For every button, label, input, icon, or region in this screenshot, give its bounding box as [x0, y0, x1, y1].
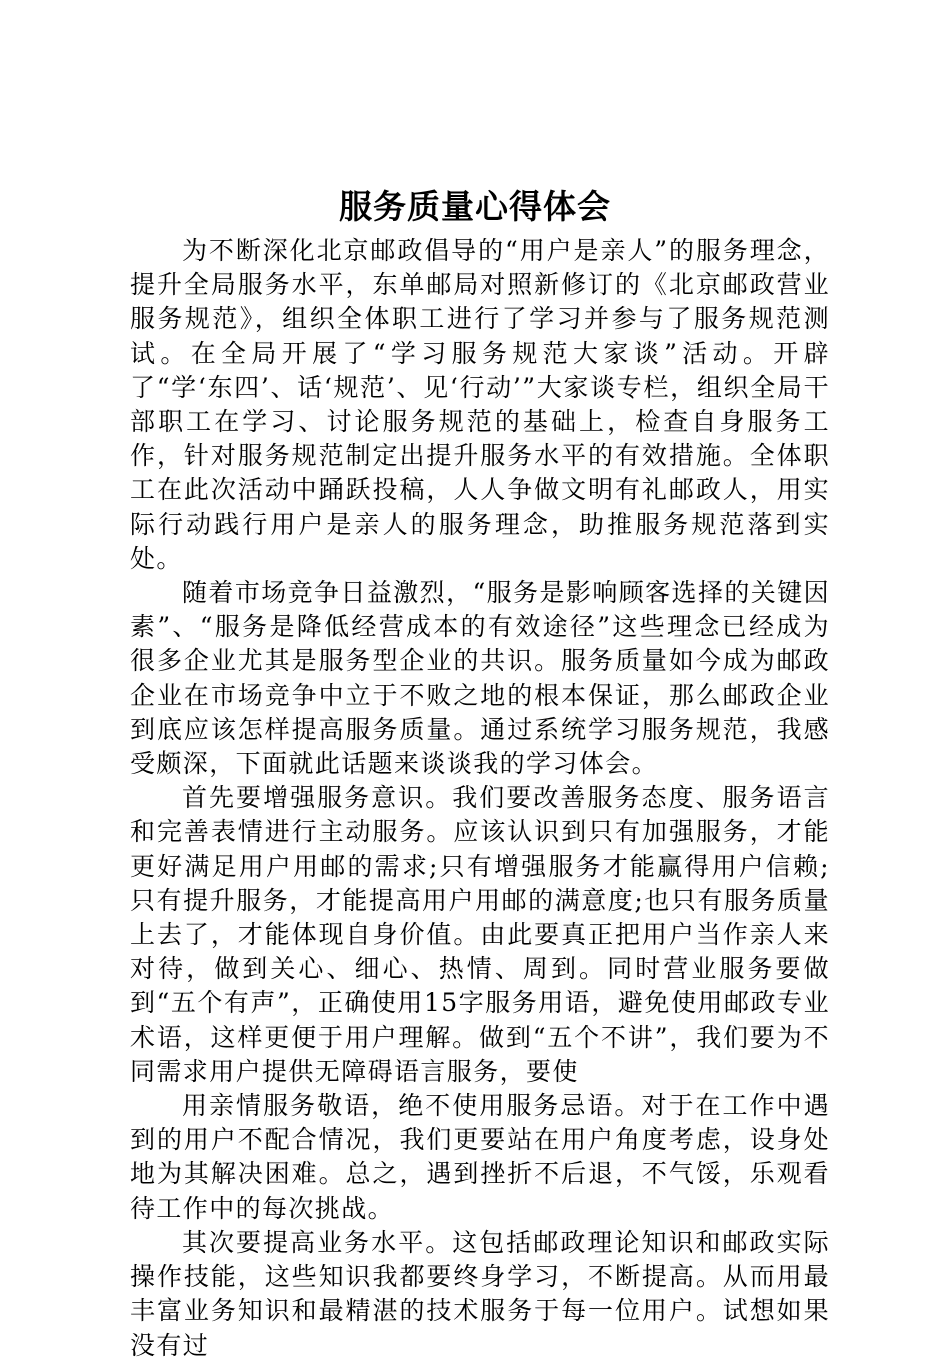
paragraph: 用亲情服务敬语，绝不使用服务忌语。对于在工作中遇到的用户不配合情况，我们更要站在用户角度考虑，设身处地为其解决困难。总之，遇到挫折不后退，不气馁，乐观看待工作中的每次挑战。: [130, 1091, 830, 1223]
document-title: 服务质量心得体会: [339, 187, 611, 226]
paragraph: 为不断深化北京邮政倡导的“用户是亲人”的服务理念，提升全局服务水平，东单邮局对照新修订的《北京邮政营业服务规范》，组织全体职工进行了学习并参与了服务规范测试。在全局开展了“学习服务规范大家谈”活动。开辟了“学‘东四’、话‘规范’、见‘行动’”大家谈专栏，组织全局干部职工在学习、讨论服务规范的基础上，检查自身服务工作，针对服务规范制定出提升服务水平的有效措施。全体职工在此次活动中踊跃投稿，人人争做文明有礼邮政人，用实际行动践行用户是亲人的服务理念，助推服务规范落到实处。: [130, 236, 830, 573]
paragraph: 随着市场竞争日益激烈，“服务是影响顾客选择的关键因素”、“服务是降低经营成本的有效途径”这些理念已经成为很多企业尤其是服务型企业的共识。服务质量如今成为邮政企业在市场竞争中立于不败之地的根本保证，那么邮政企业到底应该怎样提高服务质量。通过系统学习服务规范，我感受颇深，下面就此话题来谈谈我的学习体会。: [130, 578, 830, 779]
paragraph: 首先要增强服务意识。我们要改善服务态度、服务语言和完善表情进行主动服务。应该认识到只有加强服务，才能更好满足用户用邮的需求;只有增强服务才能赢得用户信赖;只有提升服务，才能提高用户用邮的满意度;也只有服务质量上去了，才能体现自身价值。由此要真正把用户当作亲人来对待，做到关心、细心、热情、周到。同时营业服务要做到“五个有声”，正确使用15字服务用语，避免使用邮政专业术语，这样更便于用户理解。做到“五个不讲”，我们要为不同需求用户提供无障碍语言服务，要使: [130, 783, 830, 1086]
document-body: [130, 234, 830, 1363]
paragraph: 其次要提高业务水平。这包括邮政理论知识和邮政实际操作技能，这些知识我都要终身学习，不断提高。从而用最丰富业务知识和最精湛的技术服务于每一位用户。试想如果没有过: [130, 1227, 830, 1360]
